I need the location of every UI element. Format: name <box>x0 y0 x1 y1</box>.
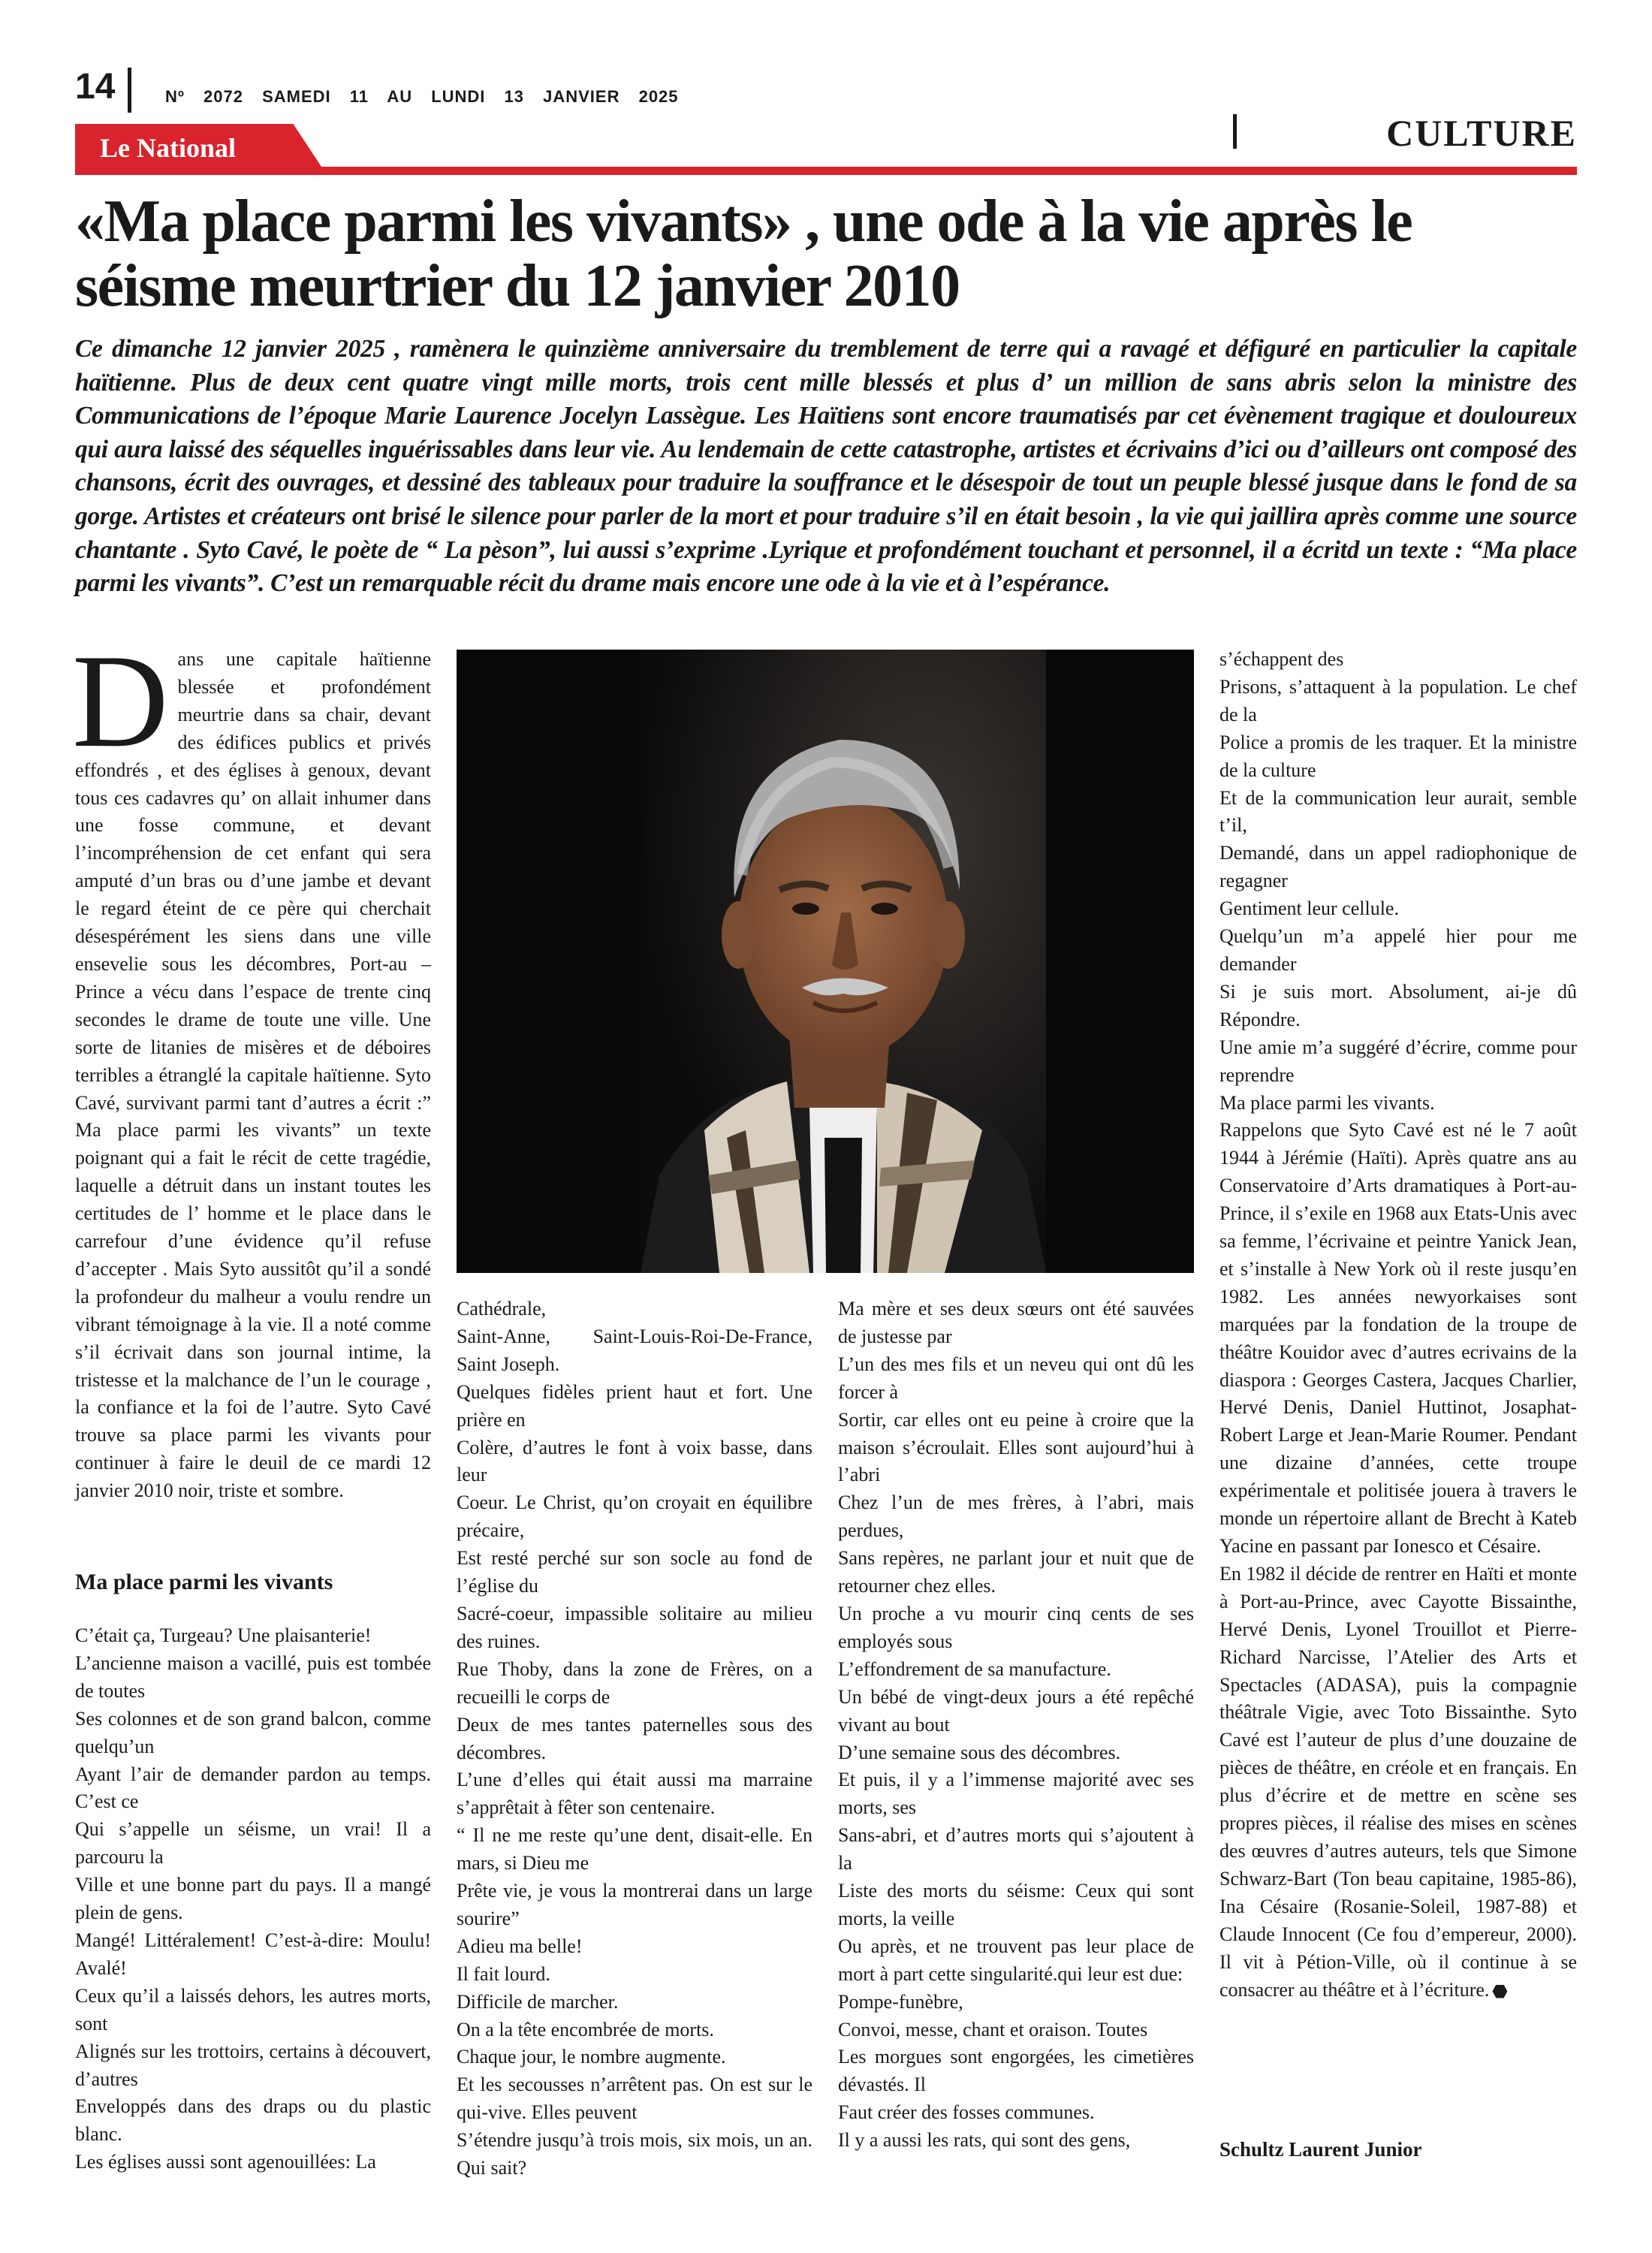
poem-line: Et les secousses n’arrêtent pas. On est sur le qui-vive. Elles peuvent <box>457 2074 812 2124</box>
poem-line: Difficile de marcher. <box>457 1990 619 2013</box>
poem-line: S’étendre jusqu’à trois mois, six mois, un an. Qui sait? <box>457 2129 812 2179</box>
drop-cap: D <box>72 626 169 775</box>
poem-line: Ma mère et ses deux sœurs ont été sauvées de justesse par <box>838 1298 1194 1347</box>
section-label: CULTURE <box>1386 112 1577 154</box>
poem-line: Et de la communication leur aurait, semble t’il, <box>1219 786 1577 837</box>
poem-line: “ Il ne me reste qu’une dent, disait-elle. En mars, si Dieu me <box>457 1824 812 1874</box>
page-number: 14 <box>75 67 116 107</box>
bio-paragraph: Rappelons que Syto Cavé est né le 7 août 1944 à Jérémie (Haïti). Après quatre ans au Conservatoire d’Arts dramatiques à Port-au-Prince, il s’exile en 1968 aux Etats-Unis avec sa femme, l’écrivaine et peintre Yanick Jean, et s’installe à New York où il reste jusqu’en 1982. Les années newyorkaises sont marquées par la fondation de la troupe de théâtre Kouidor avec d’autres ecrivains de la diaspora : Georges Castera, Jacques Charlier, Hervé Denis, Daniel Huttinot, Josaphat-Robert Large et Jean-Marie Roumer. Pendant une dizaine d’années, cette troupe expérimentale et politisée jouera à travers le monde un répertoire allant de Brecht à Kateb Yacine en passant par Ionesco et Césaire. <box>1219 1119 1577 1557</box>
poem-line: Police a promis de les traquer. Et la ministre de la culture <box>1219 731 1577 781</box>
intro-text: ans une capitale haïtienne blessée et profondément meurtrie dans sa chair, devant des édifices publics et privés effondrés , et des églises à genoux, devant tous ces cadavres qu’ on allait inhumer dans une fosse commune, et devant l’incompréhension de cet enfant qui sera amputé d’un bras ou d’une jambe et devant le regard éteint de ce père qui cherchait désespérément les siens dans une ville ensevelie sous les décombres, Port-au – Prince a vécu dans l’espace de trente cinq secondes le drame de toute une ville. Une sorte de litanies de misères et de déboires terribles a étranglé la capitale haïtienne. Syto Cavé, survivant parmi tant d’autres a écrit :” Ma place parmi les vivants” un texte poignant qui a fait le récit de cette tragédie, laquelle a détruit dans un instant toutes les certitudes de l’ homme et le place dans le carrefour d’une évidence qu’il refuse d’accepter . Mais Syto aussitôt qu’il a sondé la profondeur du malheur a voulu rendre un vibrant témoignage à la vie. Il a noté comme s’il écrivait dans son journal intime, la tristesse et la malchance de l’un le courage , la confiance et la foi de l’autre. Syto Cavé trouve sa place parmi les vivants pour continuer à faire le deuil de ce mardi 12 janvier 2010 noir, triste et sombre. <box>75 648 431 1502</box>
poem-column-1 <box>75 1622 431 2176</box>
poem-line: Ayant l’air de demander pardon au temps. C’est ce <box>75 1763 431 1813</box>
bio-paragraph-final <box>1219 1561 1577 2004</box>
poem-line: L’ancienne maison a vacillé, puis est tombée de toutes <box>75 1651 431 1702</box>
poem-line: Coeur. Le Christ, qu’on croyait en équilibre précaire, <box>457 1491 812 1542</box>
poem-line: Convoi, messe, chant et oraison. Toutes <box>838 2018 1148 2040</box>
portrait-photo <box>457 650 1194 1273</box>
poem-line: Alignés sur les trottoirs, certains à découvert, d’autres <box>75 2040 431 2090</box>
poem-line: Prisons, s’attaquent à la population. Le chef de la <box>1219 675 1577 725</box>
poem-line: Un bébé de vingt-deux jours a été repêché vivant au bout <box>838 1685 1194 1736</box>
poem-line: Une amie m’a suggéré d’écrire, comme pour reprendre <box>1219 1036 1577 1086</box>
poem-line: Et puis, il y a l’immense majorité avec ses morts, ses <box>838 1769 1194 1819</box>
poem-line: Chaque jour, le nombre augmente. <box>457 2046 726 2068</box>
poem-line: Rue Thoby, dans la zone de Frères, on a recueilli le corps de <box>457 1657 812 1708</box>
portrait-illustration <box>457 650 1194 1273</box>
poem-line: Il fait lourd. <box>457 1962 550 1985</box>
poem-line: Les églises aussi sont agenouillées: La <box>75 2151 376 2173</box>
poem-line: s’échappent des <box>1219 648 1344 670</box>
poem-line: Mangé! Littéralement! C’est-à-dire: Moulu! Avalé! <box>75 1929 431 1979</box>
poem-line: Quelques fidèles prient haut et fort. Une prière en <box>457 1380 812 1431</box>
poem-line: Ou après, et ne trouvent pas leur place de mort à part cette singularité.qui leur est due: <box>838 1935 1194 1985</box>
article-lede: Ce dimanche 12 janvier 2025 , ramènera le quinzième anniversaire du tremblement de terre qui a ravagé et défiguré en particulier la capitale haïtienne. Plus de deux cent quatre vingt mille morts, trois cent mille blessés et plus d’ un million de sans abris selon la ministre des Communications de l’époque Marie Laurence Jocelyn Lassègue. Les Haïtiens sont encore traumatisés par cet évènement tragique et douloureux qui aura laissé des séquelles inguérissables dans leur vie. Au lendemain de cette catastrophe, artistes et écrivains d’ici ou d’ailleurs ont composé des chansons, écrit des ouvrages, et dessiné des tableaux pour traduire la souffrance et le désespoir de tout un peuple blessé jusque dans le fond de sa gorge. Artistes et créateurs ont brisé le silence pour parler de la mort et pour traduire s’il en était besoin , la vie qui jaillira après comme une source chantante . Syto Cavé, le poète de “ La pèson”, lui aussi s’exprime .Lyrique et profondément touchant et personnel, il a écritd un texte : “Ma place parmi les vivants”. C’est un remarquable récit du drame mais encore une ode à la vie et à l’espérance. <box>75 335 1577 598</box>
poem-column-2 <box>457 1295 812 2182</box>
poem-line: Est resté perché sur son socle au fond de l’église du <box>457 1547 812 1597</box>
poem-column-4 <box>1219 646 1577 2004</box>
poem-line: D’une semaine sous des décombres. <box>838 1741 1121 1763</box>
poem-line: Si je suis mort. Absolument, ai-je dû Répondre. <box>1219 980 1577 1030</box>
poem-line: Cathédrale, <box>457 1298 547 1320</box>
poem-line: L’un des mes fils et un neveu qui ont dû les forcer à <box>838 1353 1194 1403</box>
poem-line: Sans-abri, et d’autres morts qui s’ajoutent à la <box>838 1824 1194 1874</box>
header-rule <box>75 167 1577 175</box>
poem-line: Il y a aussi les rats, qui sont des gens, <box>838 2129 1131 2152</box>
poem-line: On a la tête encombrée de morts. <box>457 2018 714 2040</box>
poem-line: Enveloppés dans des draps ou du plastic blanc. <box>75 2095 431 2146</box>
article-headline: «Ma place parmi les vivants» , une ode à la vie après le séisme meurtrier du 12 janvier 2010 <box>75 189 1412 319</box>
poem-line: Prête vie, je vous la montrerai dans un large sourire” <box>457 1880 812 1929</box>
poem-line: Faut créer des fosses communes. <box>838 2101 1095 2124</box>
poem-line: Gentiment leur cellule. <box>1219 897 1399 920</box>
poem-subheading: Ma place parmi les vivants <box>75 1570 333 1594</box>
poem-column-3 <box>838 1295 1194 2155</box>
poem-line: Qui s’appelle un séisme, un vrai! Il a parcouru la <box>75 1818 431 1868</box>
poem-line: Saint-Anne, Saint-Louis-Roi-De-France, Saint Joseph. <box>457 1325 812 1375</box>
poem-line: Deux de mes tantes paternelles sous des décombres. <box>457 1713 812 1763</box>
poem-line: Pompe-funèbre, <box>838 1990 963 2013</box>
poem-line: Liste des morts du séisme: Ceux qui sont morts, la veille <box>838 1880 1194 1929</box>
poem-line: Ville et une bonne part du pays. Il a mangé plein de gens. <box>75 1874 431 1924</box>
poem-line: Un proche a vu mourir cinq cents de ses employés sous <box>838 1602 1194 1652</box>
poem-line: L’effondrement de sa manufacture. <box>838 1657 1111 1680</box>
poem-line: Sacré-coeur, impassible solitaire au milieu des ruines. <box>457 1602 812 1652</box>
poem-line: Ma place parmi les vivants. <box>1219 1091 1435 1114</box>
poem-line: Ses colonnes et de son grand balcon, comme quelqu’un <box>75 1707 431 1757</box>
poem-line: Demandé, dans un appel radiophonique de regagner <box>1219 842 1577 892</box>
poem-line: Adieu ma belle! <box>457 1935 583 1957</box>
publication-name: Le National <box>100 133 237 163</box>
poem-line: Colère, d’autres le font à voix basse, dans leur <box>457 1436 812 1486</box>
poem-line: C’était ça, Turgeau? Une plaisanterie! <box>75 1624 372 1646</box>
article-intro <box>72 626 431 1505</box>
poem-line: Chez l’un de mes frères, à l’abri, mais perdues, <box>838 1491 1194 1542</box>
poem-line: Les morgues sont engorgées, les cimetières dévastés. Il <box>838 2046 1194 2096</box>
section-divider <box>1233 114 1237 149</box>
end-of-article-icon <box>1492 1985 1507 1998</box>
poem-line: Quelqu’un m’a appelé hier pour me demander <box>1219 925 1577 975</box>
issue-line: Nº 2072 SAMEDI 11 AU LUNDI 13 JANVIER 2025 <box>165 87 679 106</box>
poem-line: Ceux qu’il a laissés dehors, les autres morts, sont <box>75 1984 431 2034</box>
page-number-divider <box>128 68 131 113</box>
poem-line: Sans repères, ne parlant jour et nuit que de retourner chez elles. <box>838 1547 1194 1597</box>
poem-line: Sortir, car elles ont eu peine à croire que la maison s’écroulait. Elles sont aujourd’hui à l’abri <box>838 1408 1194 1486</box>
poem-line: L’une d’elles qui était aussi ma marraine s’apprêtait à fêter son centenaire. <box>457 1769 812 1819</box>
bio-paragraph-text: En 1982 il décide de rentrer en Haïti et monte à Port-au-Prince, avec Cayotte Bissainthe, Hervé Denis, Lyonel Trouillot et Pierre-Richard Narcisse, l’Atelier des Arts et Spectacles (ADASA), puis la compagnie théâtrale Vigie, avec Toto Bissainthe. Syto Cavé est l’auteur de plus d’une douzaine de pièces de théâtre, en créole et en français. En plus d’écrire et de mettre en scène ses propres pièces, il réalise des mises en scènes des œuvres d’autres auteurs, tels que Simone Schwarz-Bart (Ton beau capitaine, 1985-86), Ina Césaire (Rosanie-Soleil, 1987-88) et Claude Innocent (Ce fou d’empereur, 2000). Il vit à Pétion-Ville, où il continue à se consacrer au théâtre et à l’écriture. <box>1219 1562 1577 2001</box>
author-byline: Schultz Laurent Junior <box>1219 2138 1422 2161</box>
